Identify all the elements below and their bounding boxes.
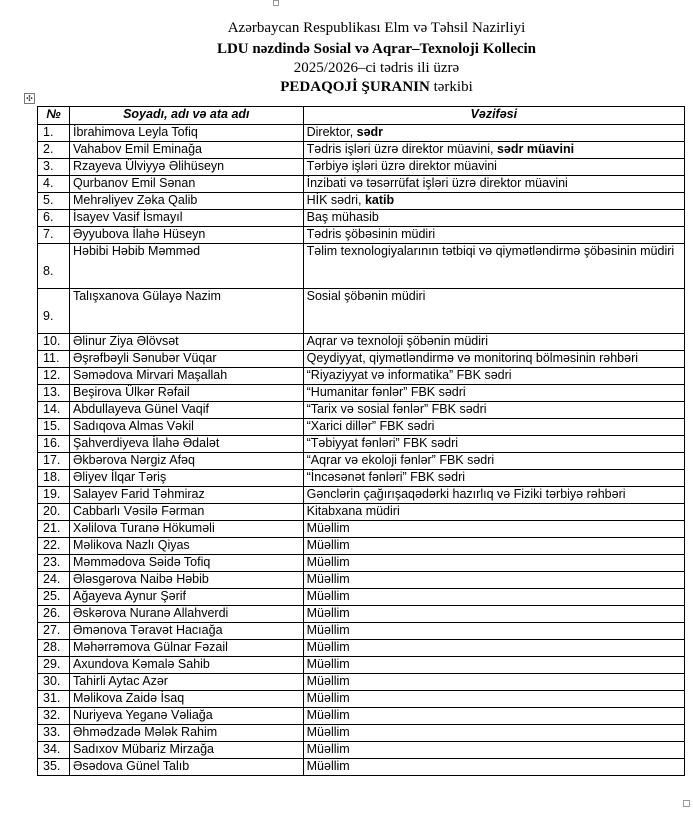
position-text: Kitabxana müdiri (306, 504, 400, 518)
table-row (38, 159, 685, 176)
position-bold-text: sədr (356, 125, 384, 139)
position-text: Müəllim (306, 640, 350, 654)
row-position (303, 142, 684, 159)
row-name: Məhərrəmova Gülnar Fəzail (69, 640, 303, 657)
row-name: Beşirova Ülkər Rəfail (69, 385, 303, 402)
row-number: 17. (38, 453, 70, 470)
row-name: Əhmədzadə Mələk Rahim (69, 725, 303, 742)
row-name: Sadıqova Almas Vəkil (69, 419, 303, 436)
row-name: Nuriyeva Yeganə Vəliağa (69, 708, 303, 725)
table-row (38, 572, 685, 589)
row-number: 18. (38, 470, 70, 487)
table-row (38, 125, 685, 142)
table-row (38, 334, 685, 351)
table-row (38, 351, 685, 368)
row-number: 23. (38, 555, 70, 572)
header-num: № (38, 107, 70, 125)
row-number: 11. (38, 351, 70, 368)
position-text: Tədris işləri üzrə direktor müavini, (306, 142, 497, 156)
paragraph-marker (273, 0, 279, 6)
row-position (303, 402, 684, 419)
table-row (38, 606, 685, 623)
row-name: Əsədova Günel Talıb (69, 759, 303, 776)
position-text: İnzibati və təsərrüfat işləri üzrə direktor müavini (306, 176, 568, 190)
position-bold-text: sədr müavini (496, 142, 575, 156)
row-number: 3. (38, 159, 70, 176)
table-row (38, 210, 685, 227)
row-number: 28. (38, 640, 70, 657)
college-title: LDU nəzdində Sosial və Aqrar–Texnoloji Kollecin (216, 41, 537, 57)
row-name: Abdullayeva Günel Vaqif (69, 402, 303, 419)
row-number: 32. (38, 708, 70, 725)
ministry-title: Azərbaycan Respublikası Elm və Təhsil Nazirliyi (227, 20, 526, 36)
row-position (303, 419, 684, 436)
position-text: Tərbiyə işləri üzrə direktor müavini (306, 159, 497, 173)
row-number: 4. (38, 176, 70, 193)
row-name: Məmmədova Səidə Tofiq (69, 555, 303, 572)
row-number: 12. (38, 368, 70, 385)
row-position (303, 504, 684, 521)
row-position (303, 606, 684, 623)
position-text: Direktor, (306, 125, 357, 139)
table-row (38, 725, 685, 742)
table-row (38, 555, 685, 572)
position-text: Qeydiyyat, qiymətləndirmə və monitorinq bölməsinin rəhbəri (306, 351, 639, 365)
row-name: Əyyubova İlahə Hüseyn (69, 227, 303, 244)
table-row (38, 657, 685, 674)
row-position (303, 640, 684, 657)
row-number: 22. (38, 538, 70, 555)
row-number: 15. (38, 419, 70, 436)
row-number: 19. (38, 487, 70, 504)
row-name: Həbibi Həbib Məmməd (69, 244, 303, 289)
row-number: 24. (38, 572, 70, 589)
row-name: Səmədova Mirvari Maşallah (69, 368, 303, 385)
table-row (38, 521, 685, 538)
table-row (38, 538, 685, 555)
table-row (38, 368, 685, 385)
position-text: Baş mühasib (306, 210, 379, 224)
row-position (303, 453, 684, 470)
table-resize-handle[interactable] (683, 800, 690, 807)
row-number: 33. (38, 725, 70, 742)
row-number: 16. (38, 436, 70, 453)
row-number: 35. (38, 759, 70, 776)
row-position (303, 725, 684, 742)
position-text: Müəllim (306, 538, 350, 552)
position-text: Müəllim (306, 742, 350, 756)
position-text: Müəllim (306, 708, 350, 722)
row-name: Cabbarlı Vəsilə Fərman (69, 504, 303, 521)
row-number: 5. (38, 193, 70, 210)
document-title-bold: PEDAQOJİ ŞURANIN (280, 79, 430, 95)
row-number: 14. (38, 402, 70, 419)
position-text: Müəllim (306, 691, 350, 705)
row-name: Tahirli Aytac Azər (69, 674, 303, 691)
row-position (303, 521, 684, 538)
position-text: Gənclərin çağırışaqədərki hazırlıq və Fiziki tərbiyə rəhbəri (306, 487, 626, 501)
row-name: Talışxanova Gülayə Nazim (69, 289, 303, 334)
academic-year: 2025/2026–ci tədris ili üzrə (293, 60, 460, 76)
table-row (38, 708, 685, 725)
row-name: Sadıxov Mübariz Mirzağa (69, 742, 303, 759)
row-position (303, 487, 684, 504)
row-name: Məlikova Zaidə İsaq (69, 691, 303, 708)
row-name: Rzayeva Ülviyyə Əlihüseyn (69, 159, 303, 176)
table-row (38, 227, 685, 244)
row-position (303, 368, 684, 385)
row-name: Məlikova Nazlı Qiyas (69, 538, 303, 555)
row-position (303, 555, 684, 572)
row-number: 7. (38, 227, 70, 244)
row-number: 31. (38, 691, 70, 708)
row-number: 2. (38, 142, 70, 159)
table-row (38, 453, 685, 470)
position-text: Müəllim (306, 606, 350, 620)
row-name: Xəlilova Turanə Hökuməli (69, 521, 303, 538)
row-position (303, 210, 684, 227)
row-number: 1. (38, 125, 70, 142)
position-text: Təlim texnologiyalarının tətbiqi və qiymətləndirmə şöbəsinin müdiri (306, 244, 675, 258)
row-position (303, 538, 684, 555)
row-name: Axundova Kəmalə Sahib (69, 657, 303, 674)
position-text: Müəllim (306, 555, 350, 569)
header-name: Soyadı, adı və ata adı (69, 107, 303, 125)
row-position (303, 691, 684, 708)
row-name: İsayev Vasif İsmayıl (69, 210, 303, 227)
row-position (303, 589, 684, 606)
row-name: Əkbərova Nərgiz Afəq (69, 453, 303, 470)
row-number: 26. (38, 606, 70, 623)
row-position (303, 244, 684, 289)
position-text: HİK sədri, (306, 193, 365, 207)
table-row (38, 244, 685, 289)
row-number: 27. (38, 623, 70, 640)
row-number: 9. (38, 289, 70, 334)
row-position (303, 623, 684, 640)
row-position (303, 708, 684, 725)
table-row (38, 589, 685, 606)
row-number: 13. (38, 385, 70, 402)
table-row (38, 470, 685, 487)
row-name: Qurbanov Emil Sənan (69, 176, 303, 193)
table-row (38, 289, 685, 334)
table-row (38, 419, 685, 436)
row-name: Əlinur Ziya Əlövsət (69, 334, 303, 351)
row-number: 8. (38, 244, 70, 289)
row-position (303, 572, 684, 589)
row-position (303, 289, 684, 334)
document-title (30, 79, 693, 96)
row-name: İbrahimova Leyla Tofiq (69, 125, 303, 142)
position-text: “İncəsənət fənləri” FBK sədri (306, 470, 466, 484)
table-row (38, 674, 685, 691)
row-position (303, 657, 684, 674)
table-row (38, 402, 685, 419)
row-position (303, 436, 684, 453)
move-icon[interactable]: ✣ (24, 93, 35, 104)
position-text: Aqrar və texnoloji şöbənin müdiri (306, 334, 488, 348)
row-name: Şahverdiyeva İlahə Ədalət (69, 436, 303, 453)
row-position (303, 385, 684, 402)
row-name: Ələsgərova Naibə Həbib (69, 572, 303, 589)
position-text: Müəllim (306, 623, 350, 637)
table-row (38, 176, 685, 193)
row-position (303, 193, 684, 210)
row-number: 10. (38, 334, 70, 351)
position-text: “Aqrar və ekoloji fənlər” FBK sədri (306, 453, 495, 467)
header-position: Vəzifəsi (303, 107, 684, 125)
row-name: Əskərova Nuranə Allahverdi (69, 606, 303, 623)
table-row (38, 742, 685, 759)
position-text: Müəllim (306, 589, 350, 603)
row-position (303, 742, 684, 759)
row-position (303, 159, 684, 176)
row-name: Salayev Farid Təhmiraz (69, 487, 303, 504)
row-position (303, 759, 684, 776)
position-text: Müəllim (306, 572, 350, 586)
council-table (37, 106, 685, 776)
position-text: Müəllim (306, 674, 350, 688)
position-text: “Xarici dillər” FBK sədri (306, 419, 435, 433)
row-number: 21. (38, 521, 70, 538)
table-row (38, 142, 685, 159)
position-text: Müəllim (306, 759, 350, 773)
position-text: “Humanitar fənlər” FBK sədri (306, 385, 466, 399)
row-name: Vahabov Emil Eminağa (69, 142, 303, 159)
row-name: Ağayeva Aynur Şərif (69, 589, 303, 606)
row-position (303, 334, 684, 351)
row-number: 25. (38, 589, 70, 606)
row-number: 29. (38, 657, 70, 674)
position-text: Sosial şöbənin müdiri (306, 289, 426, 303)
row-position (303, 125, 684, 142)
position-text: “Təbiyyat fənləri” FBK sədri (306, 436, 459, 450)
position-text: Müəllim (306, 725, 350, 739)
table-row (38, 759, 685, 776)
position-text: “Tarix və sosial fənlər” FBK sədri (306, 402, 487, 416)
row-name: Əliyev İlqar Təriş (69, 470, 303, 487)
table-row (38, 504, 685, 521)
table-header-row (38, 107, 685, 125)
row-position (303, 470, 684, 487)
table-row (38, 193, 685, 210)
table-row (38, 436, 685, 453)
table-row (38, 640, 685, 657)
row-name: Əşrəfbəyli Sənubər Vüqar (69, 351, 303, 368)
row-position (303, 351, 684, 368)
table-row (38, 623, 685, 640)
row-number: 30. (38, 674, 70, 691)
row-number: 6. (38, 210, 70, 227)
position-text: Müəllim (306, 521, 350, 535)
position-text: Tədris şöbəsinin müdiri (306, 227, 436, 241)
row-number: 20. (38, 504, 70, 521)
position-text: “Riyaziyyat və informatika” FBK sədri (306, 368, 512, 382)
table-row (38, 385, 685, 402)
position-text: Müəllim (306, 657, 350, 671)
row-position (303, 176, 684, 193)
row-position (303, 227, 684, 244)
row-name: Əmənova Təravət Hacıağa (69, 623, 303, 640)
row-name: Mehrəliyev Zəka Qalib (69, 193, 303, 210)
document-title-rest: tərkibi (429, 79, 473, 95)
position-bold-text: katib (364, 193, 395, 207)
table-row (38, 487, 685, 504)
row-number: 34. (38, 742, 70, 759)
row-position (303, 674, 684, 691)
table-row (38, 691, 685, 708)
